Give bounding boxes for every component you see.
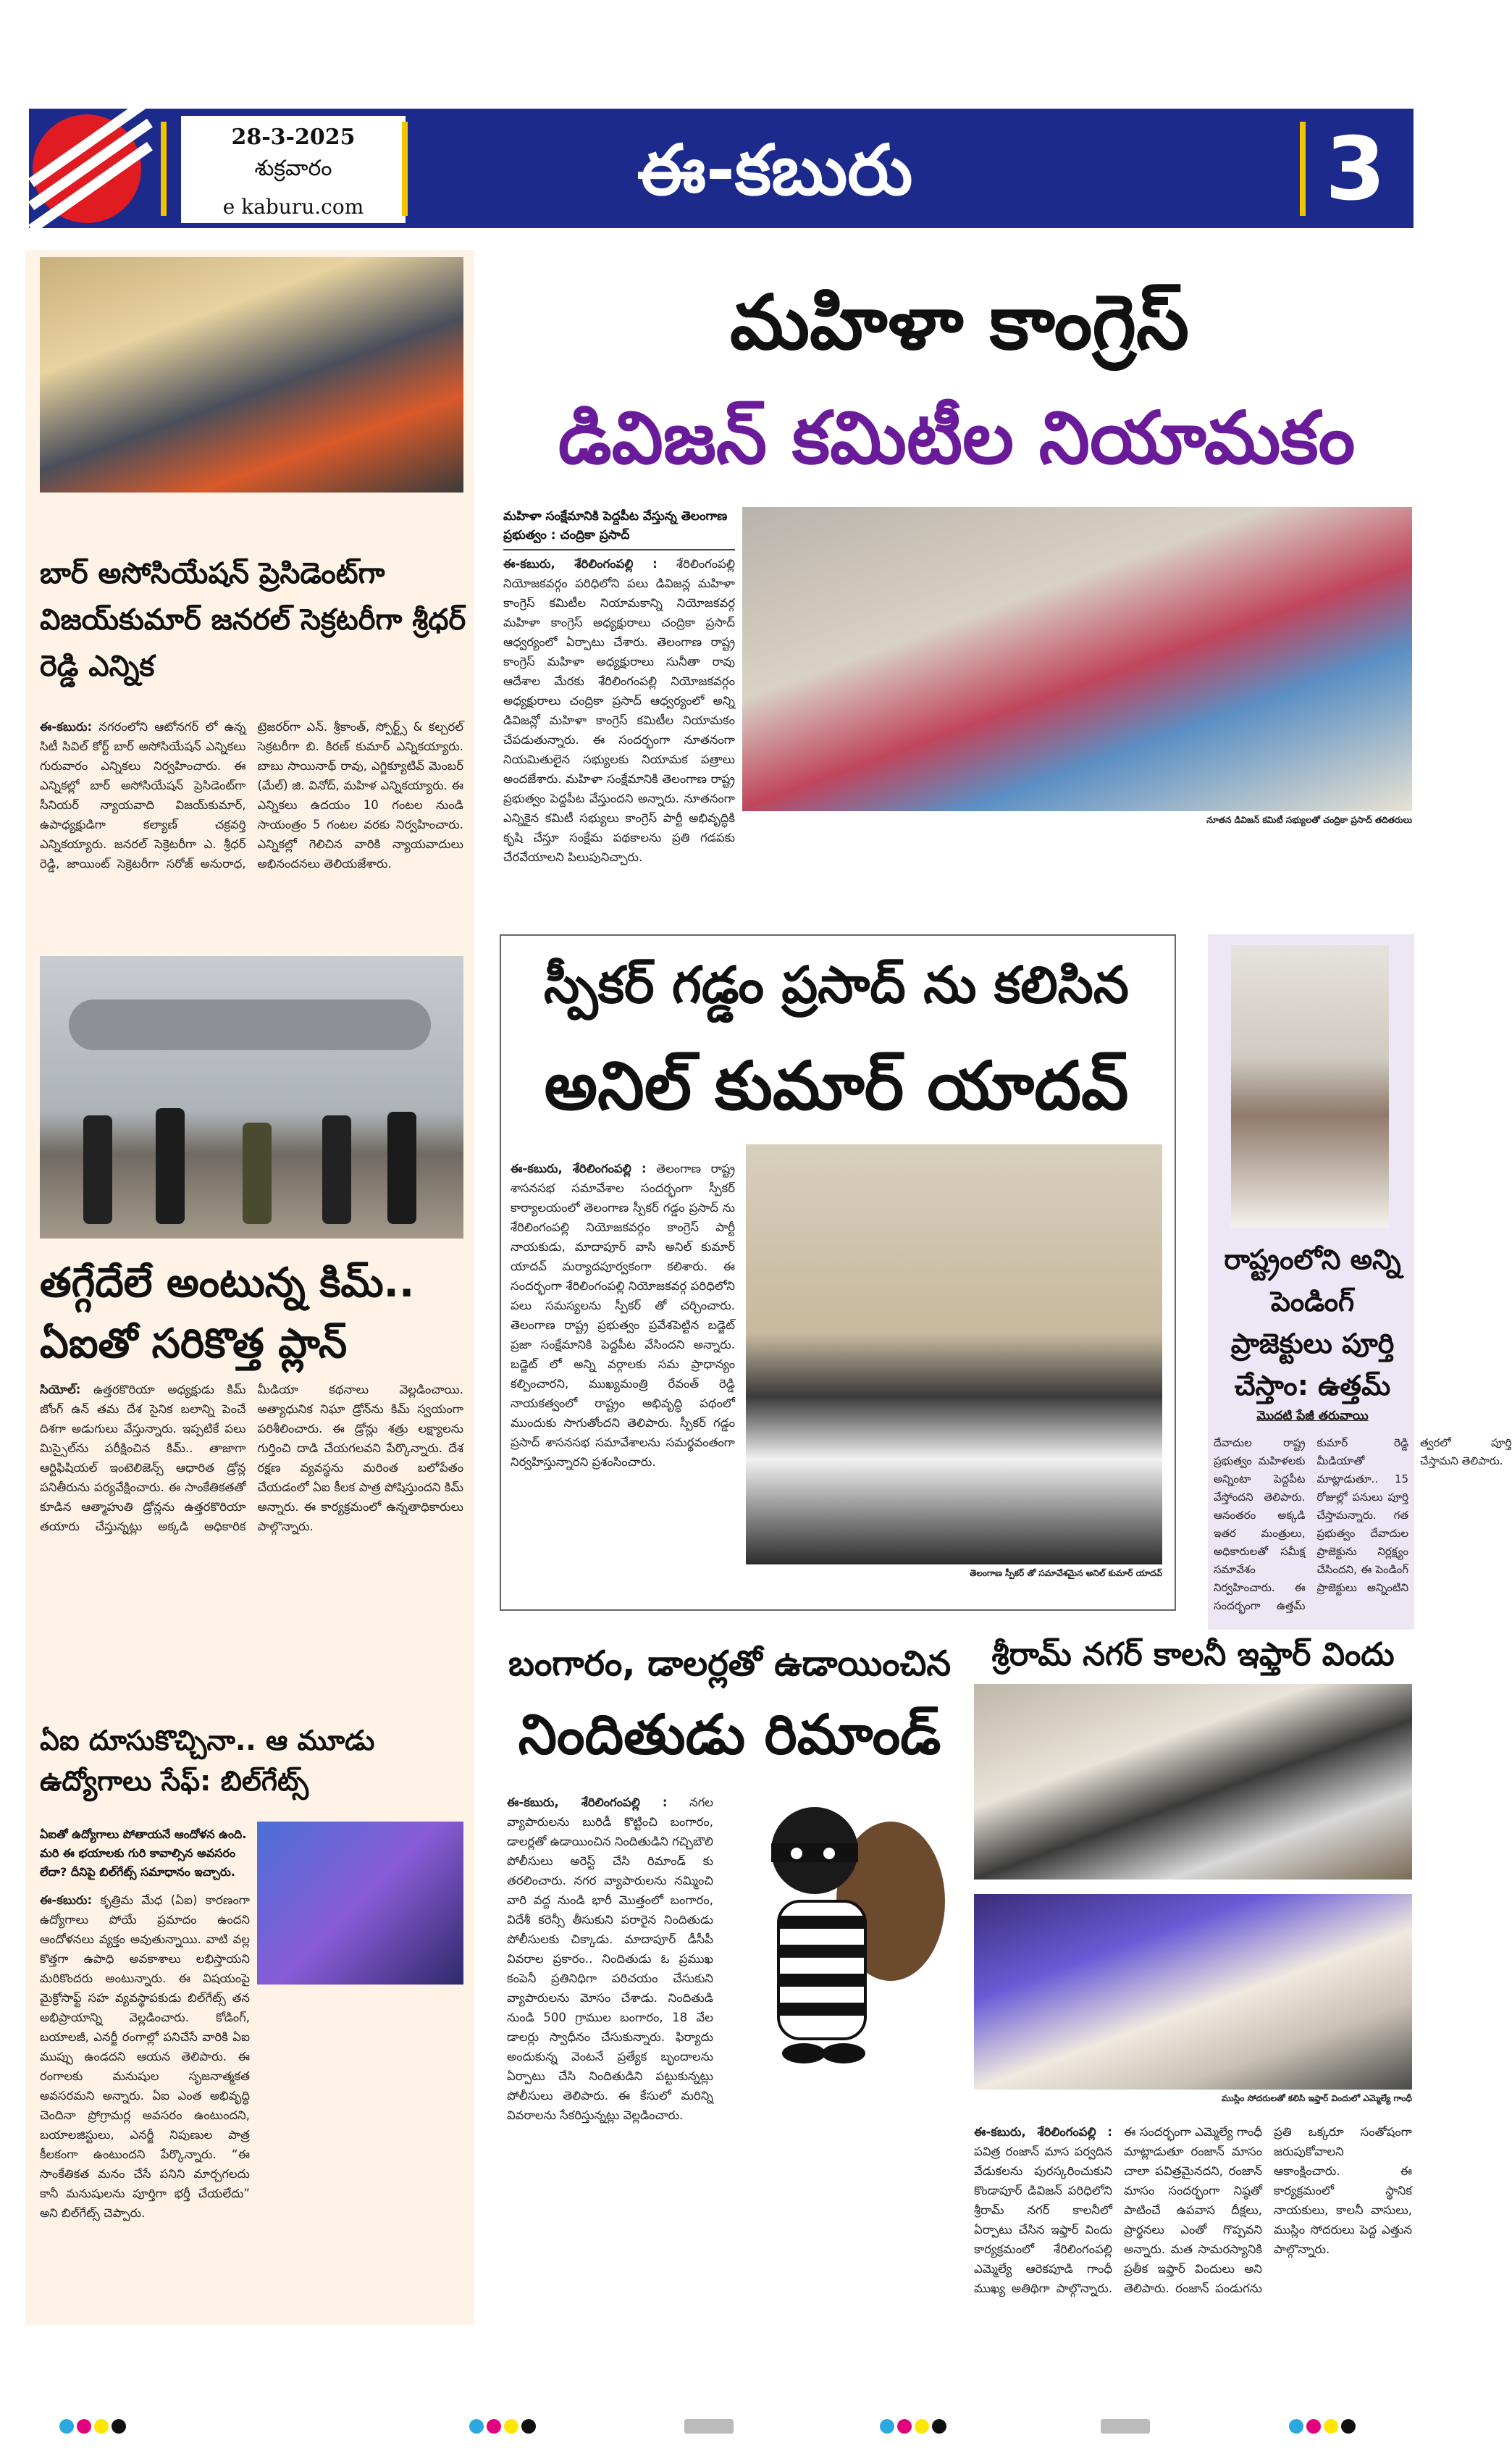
masthead-divider xyxy=(1300,122,1306,216)
gold-text: నగల వ్యాపారులను బురిడీ కొట్టించి బంగారం, డాలర్లతో ఉడాయించిన నిందితుడిని గచ్చిబౌలి పోలీసులు అరెస్ట్ చేసి రిమాండ్ కు తరలించారు. నగర వ్యాపారులను నమ్మించి వారి వద్ద నుండి భారీ మొత్తంలో బంగారం, విదేశీ కరెన్సీ తీసుకుని పరారైన నిందితుడు పోలీసులకు చిక్కాడు. మాదాపూర్ డీసీపీ వివరాల ప్రకారం.. నిందితుడు ఓ ప్రముఖ కంపెనీ ప్రతినిధిగా పరిచయం చేసుకుని వ్యాపారులను మోసం చేశాడు. నిందితుడి నుండి 500 గ్రాముల బంగారం, 18 వేల డాలర్లు స్వాధీనం చేసుకున్నారు. ఫిర్యాదు అందుకున్న వెంటనే ప్రత్యేక బృందాలను ఏర్పాటు చేసి నిందితుడిని పట్టుకున్నట్లు పోలీసులు తెలిపారు. ఈ కేసులో మరిన్ని వివరాలను సేకరిస్తున్నట్లు వెల్లడించారు. xyxy=(507,1795,714,2122)
speaker-byline: ఈ-కబురు, శేరిలింగంపల్లి : xyxy=(511,1162,647,1176)
main-subhead: మహిళా సంక్షేమానికి పెద్దపీట వేస్తున్న తెలంగాణ ప్రభుత్వం : చంద్రికా ప్రసాద్ xyxy=(503,509,728,542)
issue-day: శుక్రవారం xyxy=(254,156,332,181)
main-story-body-right xyxy=(742,833,1412,902)
iftar-byline: ఈ-కబురు, శేరిలింగంపల్లి : xyxy=(974,2125,1112,2139)
newspaper-title: ఈ-కబురు xyxy=(637,130,913,211)
speaker-headline-line1: స్పీకర్ గడ్డం ప్రసాద్ ను కలిసిన xyxy=(544,955,1129,1015)
gold-story-body-left xyxy=(507,1793,713,2314)
bar-association-text: నగరంలోని ఆటోనగర్ లో ఉన్న సిటీ సివిల్ కోర్ట్ బార్ అసోసియేషన్ ఎన్నికలు గురువారం ఎన్నికలు నిర్వహించారు. ఈ ఎన్నికల్లో బార్ అసోసియేషన్ ప్రెసిడెంట్‌గా సీనియర్ న్యాయవాది విజయ్‌కుమార్, ఉపాధ్యక్షుడిగా కల్యాణ్ చక్రవర్తి ఎన్నికయ్యారు. జనరల్ సెక్రెటరీగా ఎ. శ్రీధర్ రెడ్డి, జాయింట్ సెక్రెటరీగా సరోజ్ అనురాధ, ట్రెజరర్‌గా ఎన్. శ్రీకాంత్, స్పోర్ట్స్ & కల్చరల్ సెక్రటరీగా బి. కిరణ్ కుమార్ ఎన్నికయ్యారు. బాబు సాయినాథ్ రావు, ఎగ్జిక్యూటివ్ మెంబర్ (మేల్) జి. వినోద్, మహిళ ఎన్నికయ్యారు. ఈ ఎన్నికలు ఉదయం 10 గంటల నుండి సాయంత్రం 5 గంటల వరకు నిర్వహించారు. ఎన్నికల్లో గెలిచిన వారికి న్యాయవాదులు అభినందనలు తెలియజేశారు. xyxy=(40,720,463,871)
bill-gates-photo xyxy=(257,1822,463,1985)
gold-headline-line1: బంగారం, డాలర్లతో ఉడాయించిన xyxy=(508,1643,952,1684)
date-box xyxy=(181,116,406,223)
main-story-body-left xyxy=(503,554,735,902)
gold-headline-line2: నిందితుడు రిమాండ్ xyxy=(518,1702,941,1767)
registration-marks xyxy=(880,2419,949,2435)
iftar-text: పవిత్ర రంజాన్ మాస పర్వదిన వేడుకలను పురస్కరించుకుని కొండాపూర్ డివిజన్ పరిధిలోని శ్రీరామ్ నగర్ కాలనీలో ఏర్పాటు చేసిన ఇఫ్తార్ విందు కార్యక్రమంలో శేరిలింగంపల్లి ఎమ్మెల్యే ఆరెకపూడి గాంధీ ముఖ్య అతిథిగా పాల్గొన్నారు. ఈ సందర్భంగా ఎమ్మెల్యే గాంధీ మాట్లాడుతూ రంజాన్ మాసం చాలా పవిత్రమైనదని, రంజాన్ మాసం సందర్భంగా నిష్ఠతో పాటించే ఉపవాస దీక్షలు, ప్రార్థనలు ఎంతో గొప్పవని అన్నారు. మత సామరస్యానికి ప్రతీక ఇఫ్తార్ విందులు అని తెలిపారు. రంజాన్ పండుగను ప్రతి ఒక్కరూ సంతోషంగా జరుపుకోవాలని ఆకాంక్షించారు. ఈ కార్యక్రమంలో స్థానిక నాయకులు, కాలనీ వాసులు, ముస్లిం సోదరులు పెద్ద ఎత్తున పాల్గొన్నారు. xyxy=(974,2125,1412,2295)
kim-text: ఉత్తరకొరియా అధ్యక్షుడు కిమ్ జోంగ్ ఉన్ తమ దేశ సైనిక బలాన్ని పెంచే దిశగా అడుగులు వేస్తున్నారు. ఇప్పటికే పలు మిస్సైల్‌ను పరీక్షించిన కిమ్.. తాజాగా ఆర్టిఫిషియల్ ఇంటెలిజెన్స్ ఆధారిత డ్రోన్ల పనితీరును పర్యవేక్షించారు. ఈ సాంకేతికతతో కూడిన ఆత్మాహుతి డ్రోన్లను ఉత్తరకొరియా తయారు చేస్తున్నట్లు అక్కడి అధికారిక మీడియా కథనాలు వెల్లడించాయి. అత్యాధునిక నిఘా డ్రోన్‌ను కిమ్ స్వయంగా పరిశీలించారు. ఈ డ్రోన్లు శత్రు లక్ష్యాలను గుర్తించి దాడి చేయగలవని పేర్కొన్నారు. దేశ రక్షణ వ్యవస్థను మరింత బలోపేతం చేయడంలో ఏఐ కీలక పాత్ర పోషిస్తుందని కిమ్ అన్నారు. ఈ కార్యక్రమంలో ఉన్నతాధికారులు పాల్గొన్నారు. xyxy=(40,1383,463,1533)
thief-icon xyxy=(721,1793,949,2071)
kim-drone-photo xyxy=(40,956,463,1239)
main-story-byline: ఈ-కబురు, శేరిలింగంపల్లి : xyxy=(503,557,658,571)
kim-body xyxy=(40,1380,463,1698)
speaker-meeting-photo xyxy=(746,1144,1162,1564)
registration-bar xyxy=(1101,2419,1150,2435)
iftar-body xyxy=(974,2122,1412,2314)
gold-byline: ఈ-కబురు, శేరిలింగంపల్లి : xyxy=(507,1795,668,1809)
kim-headline: తగ్గేదేలే అంటున్న కిమ్.. ఏఐతో సరికొత్త ప్లాన్ xyxy=(40,1260,415,1367)
iftar-headline: శ్రీరామ్ నగర్ కాలనీ ఇఫ్తార్ విందు xyxy=(991,1636,1395,1673)
newspaper-logo-icon xyxy=(33,114,141,223)
bill-gates-intro: ఏఐతో ఉద్యోగాలు పోతాయనే ఆందోళన ఉంది. మరి ఈ భయాలకు గురి కావాల్సిన అవసరం లేదా? దీనిపై బిల్‌గేట్స్ సమాధానం ఇచ్చారు. xyxy=(40,1827,247,1879)
main-headline-line2: డివిజన్ కమిటీల నియామకం xyxy=(558,395,1356,480)
registration-bar xyxy=(684,2419,734,2435)
bar-association-body xyxy=(40,717,463,945)
website-link[interactable]: e kaburu.com xyxy=(222,195,364,219)
bill-gates-headline: ఏఐ దూసుకొచ్చినా.. ఆ మూడు ఉద్యోగాలు సేఫ్: బిల్‌గేట్స్ xyxy=(40,1725,375,1797)
speaker-story-body xyxy=(511,1159,735,1593)
main-photo-caption: నూతన డివిజన్ కమిటీ సభ్యులతో చంద్రికా ప్రసాద్ తదితరులు xyxy=(1206,815,1412,825)
gold-story-body-right xyxy=(721,2079,949,2314)
issue-date: 28-3-2025 xyxy=(231,125,356,150)
iftar-photo-1 xyxy=(974,1684,1412,1880)
main-story-photo xyxy=(742,507,1412,811)
registration-marks xyxy=(1289,2419,1358,2435)
bar-association-byline: ఈ-కబురు: xyxy=(40,720,93,734)
speaker-text: తెలంగాణ రాష్ట్ర శాసనసభ సమావేశాల సందర్భంగా స్పీకర్ కార్యాలయంలో తెలంగాణ స్పీకర్ గడ్డం ప్రసాద్ ను శేరిలింగంపల్లి నియోజకవర్గం కాంగ్రెస్ పార్టీ నాయకుడు, మాదాపూర్ వాసి అనిల్ కుమార్ యాదవ్ మర్యాదపూర్వకంగా కలిశారు. ఈ సందర్భంగా శేరిలింగంపల్లి నియోజకవర్గ పరిధిలోని పలు సమస్యలను స్పీకర్ తో చర్చించారు. తెలంగాణ రాష్ట్ర ప్రభుత్వం ప్రవేశపెట్టిన బడ్జెట్ ప్రజా సంక్షేమానికి పెద్దపీట వేసిందని అన్నారు. బడ్జెట్ లో అన్ని వర్గాలకు సమ ప్రాధాన్యం కల్పించారని, ముఖ్యమంత్రి రేవంత్ రెడ్డి నాయకత్వంలో రాష్ట్రం అభివృద్ధి పథంలో ముందుకు సాగుతోందని తెలిపారు. స్పీకర్ గడ్డం ప్రసాద్ శాసనసభ సమావేశాలను సమర్థవంతంగా నిర్వహిస్తున్నారని ప్రశంసించారు. xyxy=(511,1162,735,1469)
subhead-rule xyxy=(503,549,735,550)
iftar-photo-2 xyxy=(974,1894,1412,2090)
bill-gates-body-right xyxy=(257,1992,463,2318)
bar-association-headline: బార్ అసోసియేషన్ ప్రెసిడెంట్‌గా విజయ్‌కుమార్ జనరల్ సెక్రటరీగా శ్రీధర్ రెడ్డి ఎన్నిక xyxy=(40,557,466,683)
uttam-continued-label: మొదటి పేజీ తరువాయి xyxy=(1256,1409,1369,1423)
bar-association-photo xyxy=(40,257,463,493)
bill-gates-byline: ఈ-కబురు: xyxy=(40,1893,93,1907)
bill-gates-text: కృత్రిమ మేధ (ఏఐ) కారణంగా ఉద్యోగాలు పోయే ప్రమాదం ఉందని ఆందోళనలు వ్యక్తం అవుతున్నాయి. వాటి వల్ల కొత్తగా ఉపాధి అవకాశాలు లభిస్తాయని మరికొందరు అంటున్నారు. ఈ విషయంపై మైక్రోసాఫ్ట్ సహ వ్యవస్థాపకుడు బిల్‌గేట్స్ తన అభిప్రాయాన్ని వెల్లడించారు. కోడింగ్, బయాలజీ, ఎనర్జీ రంగాల్లో పనిచేసే వారికి ఏఐ ముప్పు ఉండదని ఆయన తెలిపారు. ఈ రంగాలకు మనుషుల సృజనాత్మకత అవసరమని అన్నారు. ఏఐ ఎంత అభివృద్ధి చెందినా ప్రోగ్రామర్ల అవసరం ఉంటుందని, బయాలజిస్టులు, ఎనర్జీ నిపుణుల పాత్ర కీలకంగా ఉంటుందని పేర్కొన్నారు. “ఈ సాంకేతికత మనం చేసే పనిని మార్చగలదు కానీ మనుషులను పూర్తిగా భర్తీ చేయలేదు” అని బిల్‌గేట్స్ చెప్పారు. xyxy=(40,1893,251,2220)
registration-marks xyxy=(469,2419,539,2435)
page-number: 3 xyxy=(1325,120,1386,220)
speaker-photo-caption: తెలంగాణ స్పీకర్ తో సమావేశమైన అనిల్ కుమార్ యాదవ్ xyxy=(970,1568,1162,1578)
masthead-divider xyxy=(402,122,408,216)
thief-illustration xyxy=(721,1793,949,2071)
iftar-photo-caption: ముస్లిం సోదరులతో కలిసి ఇఫ్తార్ విందులో ఎమ్మెల్యే గాంధీ xyxy=(1222,2093,1412,2103)
uttam-headline: రాష్ట్రంలోని అన్ని పెండింగ్ ప్రాజెక్టులు పూర్తి చేస్తాం: ఉత్తమ్ xyxy=(1224,1244,1401,1401)
main-story-text: శేరిలింగంపల్లి నియోజకవర్గం పరిధిలోని పలు డివిజన్ల మహిళా కాంగ్రెస్ కమిటీల నియామకాన్ని నియోజకవర్గ మహిళా కాంగ్రెస్ అధ్యక్షురాలు చంద్రికా ప్రసాద్ ఆధ్వర్యంలో ఏర్పాటు చేశారు. తెలంగాణ రాష్ట్ర కాంగ్రెస్ మహిళా అధ్యక్షురాలు సునీతా రావు ఆదేశాల మేరకు శేరిలింగంపల్లి నియోజకవర్గం అధ్యక్షురాలు చంద్రికా ప్రసాద్ ఆధ్వర్యంలో అన్ని డివిజన్లో మహిళా కాంగ్రెస్ కమిటీల నియామకం చేపడుతున్నారు. ఈ సందర్భంగా నూతనంగా నియమితులైన సభ్యులకు నియామక పత్రాలు అందజేశారు. మహిళా సంక్షేమానికి తెలంగాణ రాష్ట్ర ప్రభుత్వం పెద్దపీట వేస్తుందని అన్నారు. నూతనంగా ఎన్నికైన కమిటీ సభ్యులు కాంగ్రెస్ పార్టీ అభివృద్ధికి కృషి చేస్తూ సంక్షేమ పథకాలను ప్రతి గడపకు చేరవేయాలని పిలుపునిచ్చారు. xyxy=(503,557,735,864)
masthead-divider xyxy=(161,122,167,216)
speaker-headline-line2: అనిల్ కుమార్ యాదవ్ xyxy=(544,1047,1129,1125)
bill-gates-body-left xyxy=(40,1890,250,2318)
kim-byline: సియోల్: xyxy=(40,1383,81,1396)
uttam-portrait-photo xyxy=(1231,945,1389,1228)
uttam-body: దేవాదుల రాష్ట్ర ప్రభుత్వం మహిళలకు అన్నింటా పెద్దపీట వేస్తోందని తెలిపారు. ఆనంతరం అక్కడి ఇతర మంత్రులు, అధికారులతో సమీక్ష సమావేశం నిర్వహించారు. ఈ సందర్భంగా ఉత్తమ్ కుమార్ రెడ్డి మీడియాతో మాట్లాడుతూ.. 15 రోజుల్లో పనులు పూర్తి చేస్తామన్నారు. గత ప్రభుత్వం దేవాదుల ప్రాజెక్టును నిర్లక్ష్యం చేసిందని, ఈ పెండింగ్ ప్రాజెక్టులు అన్నింటిని త్వరలో పూర్తి చేస్తామని తెలిపారు. xyxy=(1214,1436,1512,1612)
main-headline-line1: మహిళా కాంగ్రెస్ xyxy=(730,278,1189,366)
registration-marks xyxy=(59,2419,129,2435)
